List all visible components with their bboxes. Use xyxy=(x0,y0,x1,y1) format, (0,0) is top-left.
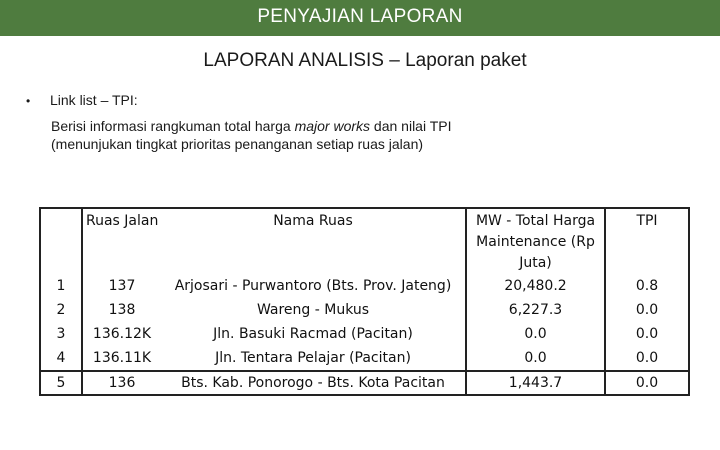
header-tpi: TPI xyxy=(636,213,658,229)
description-part1: Berisi informasi rangkuman total harga xyxy=(51,118,295,134)
table-header-row xyxy=(40,208,689,274)
description-text xyxy=(51,117,551,153)
table-row xyxy=(40,346,689,371)
header-mw-line2: Maintenance (Rp xyxy=(476,234,595,250)
cell-nama: Arjosari - Purwantoro (Bts. Prov. Jateng) xyxy=(161,274,466,298)
cell-nama: Jln. Tentara Pelajar (Pacitan) xyxy=(161,346,466,371)
cell-mw: 0.0 xyxy=(466,322,605,346)
cell-tpi: 0.0 xyxy=(635,326,659,342)
header-no xyxy=(40,208,82,274)
cell-mw: 1,443.7 xyxy=(466,371,605,395)
cell-no: 5 xyxy=(40,371,82,395)
cell-no: 4 xyxy=(40,346,82,371)
table-row xyxy=(40,274,689,298)
cell-ruas: 136.11K xyxy=(92,350,152,366)
cell-ruas: 136.12K xyxy=(92,326,152,342)
slide-subtitle: LAPORAN ANALISIS – Laporan paket xyxy=(203,50,527,71)
cell-ruas: 136 xyxy=(82,371,161,395)
description-part2: dan nilai TPI xyxy=(370,118,452,134)
table-row xyxy=(40,371,689,395)
cell-tpi: 0.0 xyxy=(635,350,659,366)
cell-no: 3 xyxy=(40,322,82,346)
table-row xyxy=(40,322,689,346)
cell-ruas: 138 xyxy=(108,302,136,318)
cell-no: 1 xyxy=(40,274,82,298)
header-mw-total xyxy=(466,208,605,274)
cell-tpi: 0.8 xyxy=(635,278,659,294)
slide-title: PENYAJIAN LAPORAN xyxy=(257,6,463,27)
cell-nama: Jln. Basuki Racmad (Pacitan) xyxy=(161,322,466,346)
cell-no: 2 xyxy=(40,298,82,322)
description-emphasis: major works xyxy=(294,118,371,134)
slide-header-bar xyxy=(0,0,720,36)
tpi-table xyxy=(39,207,690,396)
header-mw-line3: Juta) xyxy=(519,255,552,271)
cell-ruas: 137 xyxy=(108,278,136,294)
cell-nama: Wareng - Mukus xyxy=(161,298,466,322)
bullet-text: Link list – TPI: xyxy=(50,92,138,108)
cell-mw: 0.0 xyxy=(466,346,605,371)
cell-tpi: 0.0 xyxy=(605,371,689,395)
cell-mw: 20,480.2 xyxy=(466,274,605,298)
description-line2: (menunjukan tingkat prioritas penanganan setiap ruas jalan) xyxy=(51,136,424,152)
cell-nama: Bts. Kab. Ponorogo - Bts. Kota Pacitan xyxy=(161,371,466,395)
cell-tpi: 0.0 xyxy=(635,302,659,318)
table-row xyxy=(40,298,689,322)
header-nama-ruas: Nama Ruas xyxy=(161,208,466,274)
header-ruas-jalan: Ruas Jalan xyxy=(86,213,159,229)
header-mw-line1: MW - Total Harga xyxy=(475,213,596,229)
cell-mw: 6,227.3 xyxy=(466,298,605,322)
bullet-item xyxy=(26,92,138,108)
bullet-marker: • xyxy=(26,94,31,108)
